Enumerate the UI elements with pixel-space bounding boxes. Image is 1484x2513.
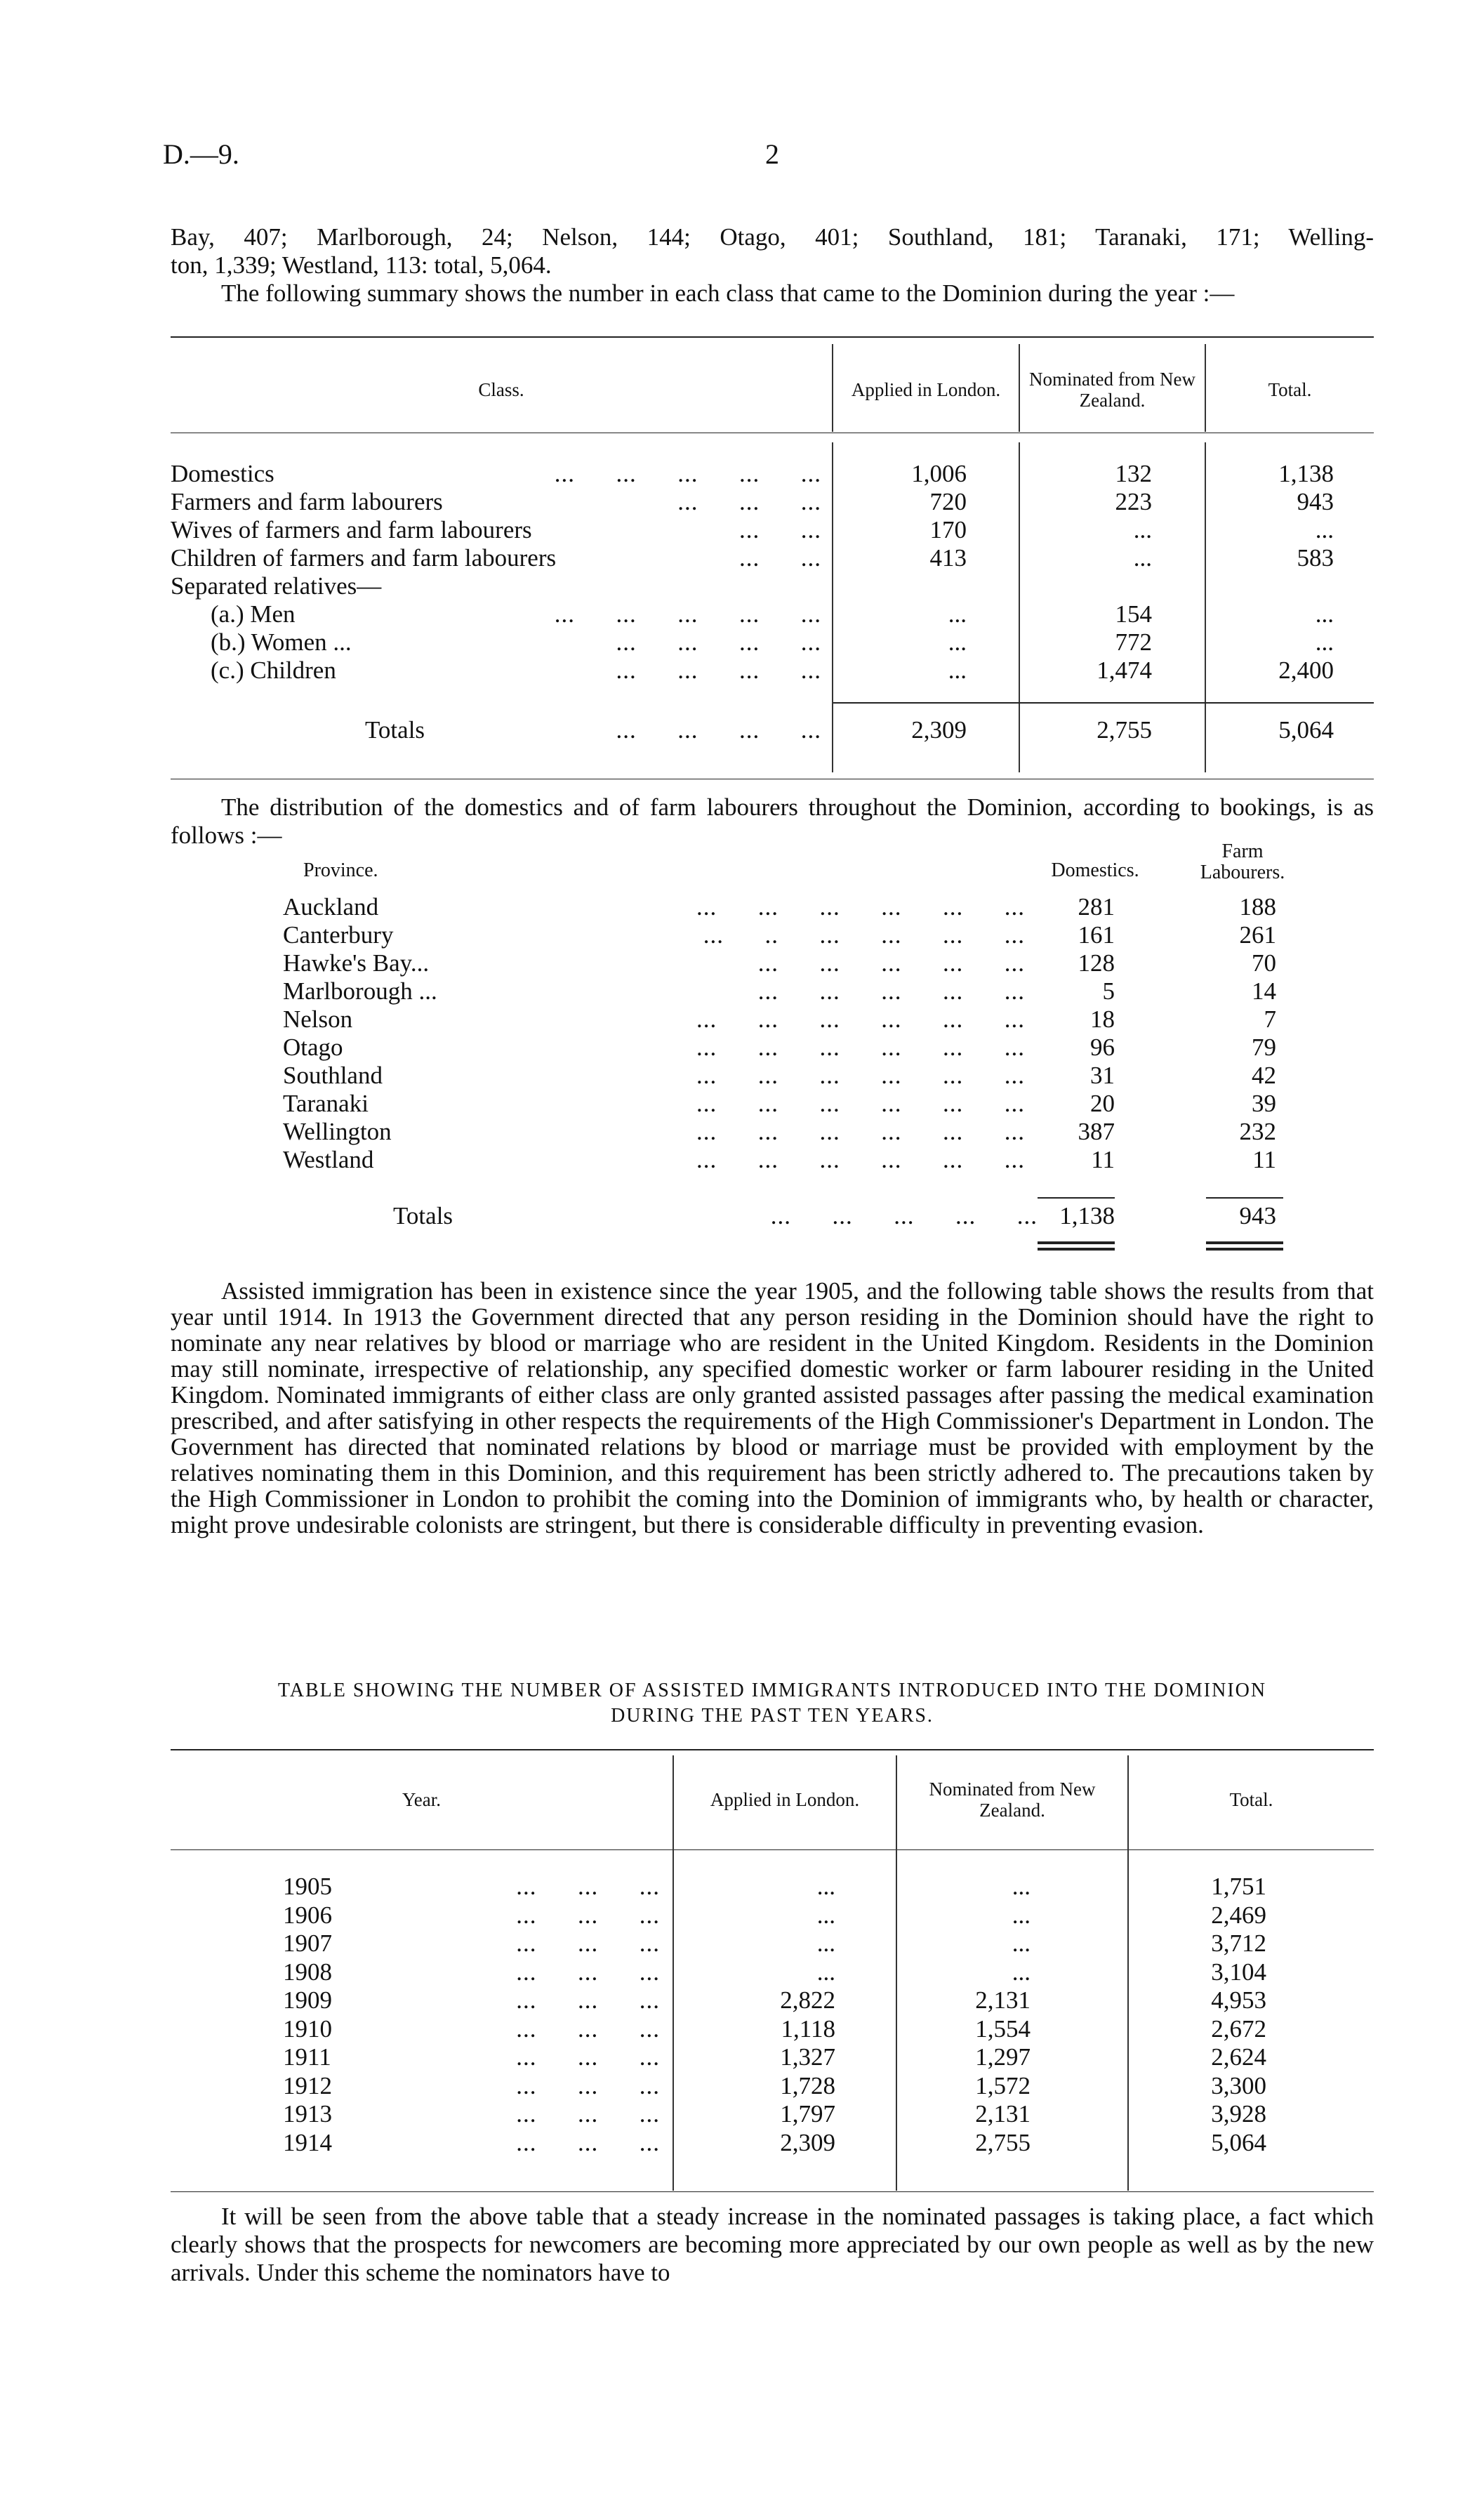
applied-in-london: ... bbox=[816, 1958, 835, 1986]
leader-dots: ... ... ... ... bbox=[616, 716, 821, 744]
closing-paragraph: It will be seen from the above table that a steady increase in the nominated passages is taking place, a fact which clearly shows that the prospects for newcomers are becoming more appreciated by our own people as well as by the new arrivals. Under this scheme the nominators have to bbox=[171, 2203, 1374, 2286]
nominated-from-nz: ... bbox=[1012, 1873, 1031, 1900]
year: 1913 bbox=[283, 2100, 332, 2128]
year: 1905 bbox=[283, 1873, 332, 1900]
page-number: 2 bbox=[765, 138, 779, 170]
year: 1907 bbox=[283, 1930, 332, 1957]
table-row bbox=[0, 893, 1484, 921]
double-rule bbox=[1206, 1241, 1283, 1244]
applied-in-london: 413 bbox=[929, 544, 967, 572]
province-name: Hawke's Bay... bbox=[283, 949, 430, 977]
nominated-from-nz: ... bbox=[1012, 1958, 1031, 1986]
column-header-year: Year. bbox=[402, 1788, 441, 1810]
leader-dots: ... ... ... bbox=[516, 1986, 660, 2014]
applied-in-london: ... bbox=[816, 1930, 835, 1957]
applied-in-london: 1,728 bbox=[780, 2071, 835, 2099]
leader-dots: ... ... ... bbox=[516, 2043, 660, 2071]
leader-dots: ... ... ... bbox=[516, 1901, 660, 1929]
total: 1,751 bbox=[1211, 1873, 1266, 1900]
column-header-total: Total. bbox=[1268, 379, 1312, 400]
leader-dots: ... ... ... bbox=[516, 2014, 660, 2043]
leader-dots: ... ... ... bbox=[516, 2071, 660, 2099]
domestics-count: 31 bbox=[1090, 1062, 1115, 1089]
nominated-from-nz: ... bbox=[1133, 516, 1152, 543]
nominated-from-nz: 1,554 bbox=[975, 2014, 1031, 2043]
farm-labourers-count: 79 bbox=[1252, 1034, 1276, 1061]
applied-in-london: ... bbox=[948, 657, 967, 684]
total: 3,104 bbox=[1211, 1958, 1266, 1986]
total: 583 bbox=[1297, 544, 1334, 572]
applied-in-london: ... bbox=[816, 1901, 835, 1929]
totals-label: Totals bbox=[393, 1202, 453, 1229]
nominated-from-nz: 2,755 bbox=[975, 2128, 1031, 2156]
nominated-from-nz: 1,297 bbox=[975, 2043, 1031, 2071]
table-bottom-rule bbox=[171, 2191, 1374, 2192]
summary-intro: The following summary shows the number in each class that came to the Dominion during the year :— bbox=[221, 279, 1235, 307]
leader-dots: ... ... ... ... ... bbox=[554, 460, 821, 487]
class-label: Farmers and farm labourers bbox=[171, 488, 443, 515]
nominated-from-nz: ... bbox=[1012, 1901, 1031, 1929]
year: 1906 bbox=[283, 1901, 332, 1929]
province-name: Auckland bbox=[283, 893, 379, 921]
total: 4,953 bbox=[1211, 1986, 1266, 2014]
intro-line: Bay, 407; Marlborough, 24; Nelson, 144; Otago, 401; Southland, 181; Taranaki, 171; Welling- bbox=[171, 223, 1374, 251]
table-row bbox=[0, 1062, 1484, 1090]
table-row bbox=[0, 1873, 1484, 1901]
total: 2,672 bbox=[1211, 2014, 1266, 2043]
column-header-nz: Nominated from New Zealand. bbox=[929, 1778, 1096, 1821]
leader-dots: ... ... ... ... ... bbox=[757, 977, 1025, 1005]
column-header-domestics: Domestics. bbox=[1051, 859, 1139, 881]
farm-labourers-count: 7 bbox=[1264, 1005, 1276, 1033]
total: 2,400 bbox=[1278, 657, 1334, 684]
domestics-count: 128 bbox=[1078, 949, 1115, 977]
leader-dots: ... ... ... bbox=[516, 1930, 660, 1957]
table-row bbox=[0, 2100, 1484, 2128]
leader-dots: ... ... ... ... ... ... bbox=[696, 1005, 1025, 1033]
applied-in-london: 1,006 bbox=[911, 460, 967, 487]
table-row bbox=[0, 1986, 1484, 2014]
assisted-immigration-paragraph: Assisted immigration has been in existence since the year 1905, and the following table shows the results from that year until 1914. In 1913 the Government directed that any person residing in the Dominion should have the right to nominate any near relatives by blood or marriage who are resident in the United Kingdom. Residents in the Dominion may still nominate, irrespective of relationship, any specified domestic worker or farm labourer residing in the United Kingdom. Nominated immigrants of either class are only granted assisted passages after passing the medical examination prescribed, and after satisfying in other respects the requirements of the High Commissioner's Department in London. The Government has directed that nominated relations by blood or marriage must be provided with employment by the relatives nominating them in this Dominion, and this requirement has been strictly adhered to. The precautions taken by the High Commissioner in London to prohibit the coming into the Dominion of immigrants who, by health or character, might prove undesirable colonists are stringent, but there is considerable difficulty in preventing evasion. bbox=[171, 1277, 1374, 1538]
class-label: Children of farmers and farm labourers bbox=[171, 544, 557, 572]
intro-line: ton, 1,339; Westland, 113: total, 5,064. bbox=[171, 251, 552, 279]
nominated-from-nz: 1,474 bbox=[1097, 657, 1152, 684]
table-row bbox=[0, 921, 1484, 949]
year: 1914 bbox=[283, 2128, 332, 2156]
table-row bbox=[0, 2015, 1484, 2043]
leader-dots: ... ... ... ... ... bbox=[554, 600, 821, 628]
leader-dots: ... ... ... ... ... ... bbox=[696, 1090, 1025, 1117]
province-name: Otago bbox=[283, 1034, 343, 1061]
total: ... bbox=[1315, 628, 1334, 656]
leader-dots: ... ... ... ... ... ... bbox=[696, 1034, 1025, 1061]
farm-labourers-count: 188 bbox=[1239, 893, 1276, 921]
table-row bbox=[0, 1958, 1484, 1986]
leader-dots: ... ... bbox=[739, 516, 821, 543]
leader-dots: ... ... ... ... ... ... bbox=[696, 893, 1025, 921]
table-row bbox=[0, 977, 1484, 1005]
nominated-from-nz: 2,131 bbox=[975, 2100, 1031, 2128]
applied-in-london: 2,822 bbox=[780, 1986, 835, 2014]
leader-dots: ... ... ... bbox=[677, 488, 821, 515]
farm-labourers-count: 42 bbox=[1252, 1062, 1276, 1089]
totals-row bbox=[0, 716, 1484, 744]
table-row bbox=[0, 460, 1484, 488]
province-name: Westland bbox=[283, 1146, 374, 1173]
leader-dots: ... ... ... ... bbox=[616, 657, 821, 684]
table-row bbox=[0, 516, 1484, 544]
table-row bbox=[0, 628, 1484, 657]
domestics-count: 20 bbox=[1090, 1090, 1115, 1117]
table-row bbox=[0, 2072, 1484, 2100]
applied-in-london: 170 bbox=[929, 516, 967, 543]
applied-in-london: ... bbox=[948, 600, 967, 628]
year: 1908 bbox=[283, 1958, 332, 1986]
class-label: (b.) Women ... bbox=[211, 628, 352, 656]
table-row bbox=[0, 1901, 1484, 1930]
nominated-from-nz: 154 bbox=[1115, 600, 1152, 628]
total: 1,138 bbox=[1278, 460, 1334, 487]
table-row bbox=[0, 949, 1484, 977]
class-label: (a.) Men bbox=[211, 600, 296, 628]
nominated-from-nz: 132 bbox=[1115, 460, 1152, 487]
total: 3,712 bbox=[1211, 1930, 1266, 1957]
table-row bbox=[0, 2043, 1484, 2071]
table-title-line: TABLE SHOWING THE NUMBER OF ASSISTED IMMIGRANTS INTRODUCED INTO THE DOMINION bbox=[277, 1680, 1267, 1701]
column-header-london: Applied in London. bbox=[710, 1788, 860, 1810]
total: 2,469 bbox=[1211, 1901, 1266, 1929]
farm-labourers-count: 11 bbox=[1252, 1146, 1276, 1173]
applied-in-london: 720 bbox=[929, 488, 967, 515]
applied-in-london: 2,309 bbox=[780, 2128, 835, 2156]
leader-dots: ... ... ... ... ... ... bbox=[696, 1146, 1025, 1173]
class-label: Separated relatives— bbox=[171, 572, 382, 600]
total: ... bbox=[1315, 516, 1334, 543]
column-header-total: Total. bbox=[1229, 1788, 1273, 1810]
leader-dots: ... ... ... ... ... bbox=[770, 1202, 1038, 1229]
domestics-total: 1,138 bbox=[1059, 1202, 1115, 1229]
column-header-farm-labourers: Farm Labourers. bbox=[1200, 840, 1285, 883]
nominated-from-nz: ... bbox=[1133, 544, 1152, 572]
nominated-from-nz: 1,572 bbox=[975, 2071, 1031, 2099]
subtotal-rule bbox=[1206, 1197, 1283, 1199]
leader-dots: ... ... ... bbox=[516, 2128, 660, 2156]
nominated-from-nz: 223 bbox=[1115, 488, 1152, 515]
leader-dots: ... ... ... ... ... ... bbox=[696, 1118, 1025, 1145]
farm-labourers-count: 261 bbox=[1239, 921, 1276, 949]
domestics-count: 281 bbox=[1078, 893, 1115, 921]
nominated-from-nz: ... bbox=[1012, 1930, 1031, 1957]
table-row bbox=[0, 1034, 1484, 1062]
domestics-count: 11 bbox=[1091, 1146, 1115, 1173]
year: 1912 bbox=[283, 2071, 332, 2099]
table-title-line: DURING THE PAST TEN YEARS. bbox=[611, 1705, 934, 1727]
table-row bbox=[0, 2129, 1484, 2157]
applied-in-london: ... bbox=[948, 628, 967, 656]
class-label: Domestics bbox=[171, 460, 274, 487]
province-name: Nelson bbox=[283, 1005, 353, 1033]
domestics-count: 96 bbox=[1090, 1034, 1115, 1061]
table-row bbox=[0, 544, 1484, 572]
header-rule bbox=[171, 1849, 1374, 1850]
nominated-from-nz: 2,131 bbox=[975, 1986, 1031, 2014]
year: 1909 bbox=[283, 1986, 332, 2014]
total: 5,064 bbox=[1211, 2128, 1266, 2156]
leader-dots: ... .. ... ... ... ... bbox=[703, 921, 1025, 949]
intro-text bbox=[171, 223, 1374, 308]
nominated-from-nz: 772 bbox=[1115, 628, 1152, 656]
province-name: Wellington bbox=[283, 1118, 392, 1145]
total: 3,300 bbox=[1211, 2071, 1266, 2099]
double-rule bbox=[1038, 1241, 1115, 1244]
applied-in-london: 1,327 bbox=[780, 2043, 835, 2071]
province-name: Southland bbox=[283, 1062, 383, 1089]
total: 2,624 bbox=[1211, 2043, 1266, 2071]
province-name: Canterbury bbox=[283, 921, 394, 949]
double-rule bbox=[1038, 1248, 1115, 1251]
applied-in-london: 2,309 bbox=[911, 716, 967, 744]
table-title bbox=[171, 1680, 1374, 1727]
total: ... bbox=[1315, 600, 1334, 628]
leader-dots: ... ... ... bbox=[516, 1958, 660, 1986]
subtotal-rule bbox=[1038, 1197, 1115, 1199]
total: 3,928 bbox=[1211, 2100, 1266, 2128]
table-row bbox=[0, 657, 1484, 685]
total: 5,064 bbox=[1278, 716, 1334, 744]
table-row bbox=[0, 1118, 1484, 1146]
farm-labourers-count: 232 bbox=[1239, 1118, 1276, 1145]
table-row bbox=[0, 600, 1484, 628]
farm-labourers-count: 70 bbox=[1252, 949, 1276, 977]
total: 943 bbox=[1297, 488, 1334, 515]
table-top-rule bbox=[171, 336, 1374, 338]
domestics-count: 161 bbox=[1078, 921, 1115, 949]
leader-dots: ... ... ... ... ... ... bbox=[696, 1062, 1025, 1089]
distribution-intro: The distribution of the domestics and of farm labourers throughout the Dominion, according to bookings, is as follows :— bbox=[171, 793, 1374, 849]
column-header-class: Class. bbox=[478, 379, 524, 400]
nominated-from-nz: 2,755 bbox=[1097, 716, 1152, 744]
column-header-province: Province. bbox=[303, 859, 378, 881]
year: 1911 bbox=[283, 2043, 331, 2071]
province-name: Marlborough ... bbox=[283, 977, 437, 1005]
domestics-count: 5 bbox=[1102, 977, 1115, 1005]
leader-dots: ... ... bbox=[739, 544, 821, 572]
applied-in-london: 1,118 bbox=[781, 2014, 835, 2043]
domestics-count: 387 bbox=[1078, 1118, 1115, 1145]
table-row bbox=[0, 1005, 1484, 1034]
totals-rule bbox=[833, 702, 1374, 704]
table-row bbox=[0, 572, 1484, 600]
applied-in-london: ... bbox=[816, 1873, 835, 1900]
leader-dots: ... ... ... bbox=[516, 2100, 660, 2128]
document-reference: D.—9. bbox=[163, 138, 239, 170]
column-header-nz: Nominated from New Zealand. bbox=[1029, 369, 1195, 411]
table-row bbox=[0, 488, 1484, 516]
class-label: Totals bbox=[365, 716, 425, 744]
class-label: (c.) Children bbox=[211, 657, 336, 684]
double-rule bbox=[1206, 1248, 1283, 1251]
leader-dots: ... ... ... ... ... bbox=[757, 949, 1025, 977]
column-header-london: Applied in London. bbox=[851, 379, 1001, 400]
farm-labourers-count: 39 bbox=[1252, 1090, 1276, 1117]
leader-dots: ... ... ... ... bbox=[616, 628, 821, 656]
table-top-rule bbox=[171, 1749, 1374, 1750]
year: 1910 bbox=[283, 2014, 332, 2043]
farm-labourers-total: 943 bbox=[1239, 1202, 1276, 1229]
farm-labourers-count: 14 bbox=[1252, 977, 1276, 1005]
table-row bbox=[0, 1146, 1484, 1174]
leader-dots: ... ... ... bbox=[516, 1873, 660, 1900]
domestics-count: 18 bbox=[1090, 1005, 1115, 1033]
class-label: Wives of farmers and farm labourers bbox=[171, 516, 532, 543]
table-row bbox=[0, 1090, 1484, 1118]
applied-in-london: 1,797 bbox=[780, 2100, 835, 2128]
table-row bbox=[0, 1930, 1484, 1958]
totals-row bbox=[0, 1202, 1484, 1230]
province-name: Taranaki bbox=[283, 1090, 369, 1117]
